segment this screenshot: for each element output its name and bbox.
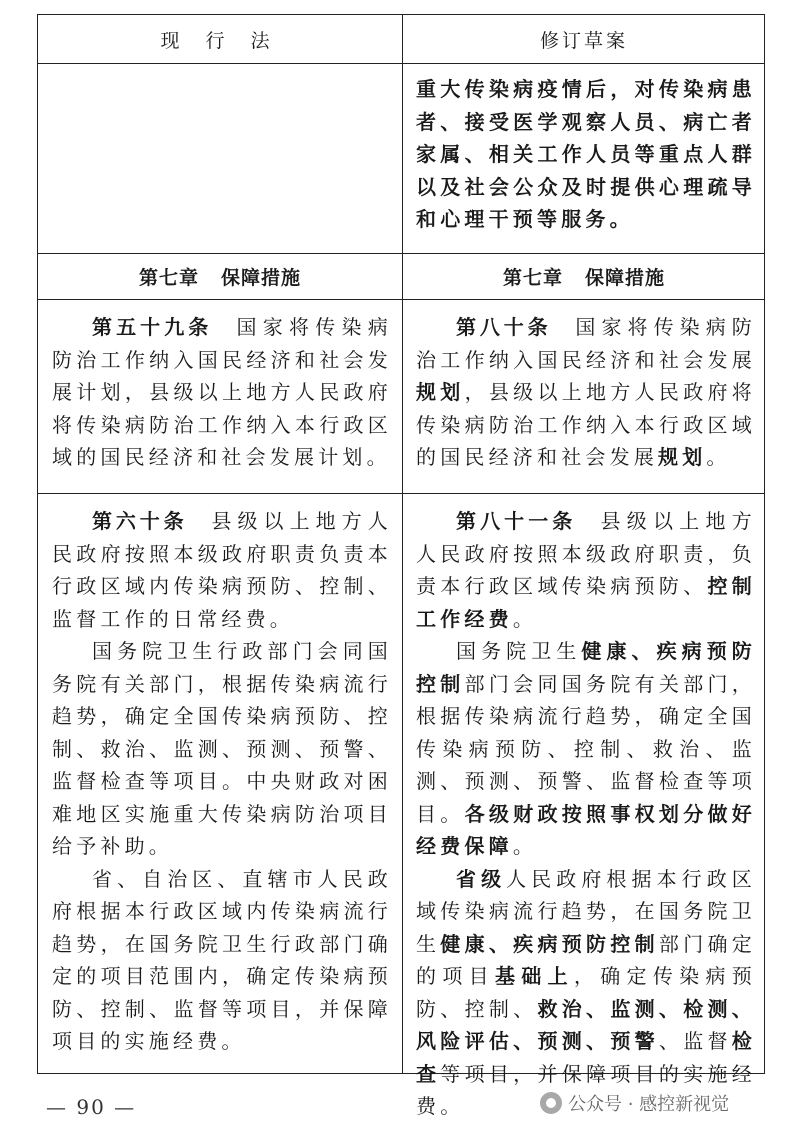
article-text: 。 xyxy=(706,445,731,469)
revised-text: 健康、疾病预防控制 xyxy=(440,931,659,956)
chapter-number: 第七章 xyxy=(138,266,199,289)
article-59 xyxy=(38,311,402,474)
article-text: 、监督 xyxy=(658,1029,732,1053)
header-draft: 修订草案 xyxy=(539,29,628,52)
page-number: — 90 — xyxy=(46,1095,137,1119)
revised-text: 救治、监测、检测、风险评估、预测、预警 xyxy=(416,996,756,1053)
article-text: 国务院卫生 xyxy=(456,639,582,663)
chapter-title: 保障措施 xyxy=(221,266,302,289)
revised-text: 基础上 xyxy=(494,964,574,988)
revised-text: 检查 xyxy=(416,1029,756,1086)
draft-continuation-text xyxy=(402,73,766,236)
revised-text: 控制工作经费 xyxy=(416,574,756,631)
article-text: 县级以上地方人民政府按照本级政府职责，负责本行政区域传染病预防、 xyxy=(416,509,757,598)
watermark-text: 公众号 · 感控新视觉 xyxy=(568,1094,730,1115)
article-label: 第五十九条 xyxy=(92,315,213,339)
revised-text: 规划 xyxy=(658,445,707,469)
watermark xyxy=(540,1090,729,1116)
article-text: 国家将传染病防治工作纳入国民经济和社会发展 xyxy=(416,315,757,372)
article-paragraph: 省、自治区、直辖市人民政府根据本行政区域内传染病流行趋势，在国务院卫生行政部门确定的项目范围内，确定传染病预防、控制、监督等项目，并保障项目的实施经费。 xyxy=(52,866,392,1053)
article-text: 。 xyxy=(512,834,538,858)
revised-text: 健康、疾病预防控制 xyxy=(416,639,757,696)
article-text: ，县级以上地方人民政府将传染病防治工作纳入本行政区域的国民经济和社会发展 xyxy=(416,380,756,469)
article-80 xyxy=(402,311,766,474)
article-text: 等项目，并保障项目的实施经费。 xyxy=(416,1061,756,1118)
revised-text: 各级财政按照事权划分做好经费保障 xyxy=(416,801,756,858)
row-divider xyxy=(38,63,764,64)
article-60 xyxy=(38,505,402,1058)
continuation-paragraph: 重大传染病疫情后，对传染病患者、接受医学观察人员、病亡者家属、相关工作人员等重点人群以及社会公众及时提供心理疏导和心理干预等服务。 xyxy=(416,77,756,231)
header-current-law: 现 行 法 xyxy=(160,29,280,52)
article-81 xyxy=(402,505,766,1123)
article-text: ，确定传染病预防、控制、 xyxy=(416,964,756,1021)
article-text: 县级以上地方人民政府按照本级政府职责负责本行政区域内传染病预防、控制、监督工作的日常经费。 xyxy=(52,509,393,631)
revised-text: 规划 xyxy=(416,380,465,404)
article-text: 国家将传染病防治工作纳入国民经济和社会发展计划，县级以上地方人民政府将传染病防治工作纳入本行政区域的国民经济和社会发展计划。 xyxy=(52,315,393,469)
chapter-number: 第七章 xyxy=(502,266,563,289)
chapter-heading-right xyxy=(402,253,766,299)
row-divider xyxy=(38,299,764,300)
wechat-icon xyxy=(540,1092,562,1114)
article-label: 第八十条 xyxy=(456,315,552,339)
article-text: 部门会同国务院有关部门，根据传染病流行趋势，确定全国传染病预防、控制、救治、监测、预测、预警、监督检查等项目。 xyxy=(416,671,756,826)
article-text: 人民政府根据本行政区域传染病流行趋势，在国务院卫生 xyxy=(416,866,757,956)
article-label: 第六十条 xyxy=(92,509,188,533)
article-text: 部门确定的项目 xyxy=(416,931,756,988)
chapter-heading-left xyxy=(38,253,402,299)
chapter-title: 保障措施 xyxy=(585,266,666,289)
article-paragraph: 国务院卫生行政部门会同国务院有关部门，根据传染病流行趋势，确定全国传染病预防、控制、救治、监测、预测、预警、监督检查等项目。中央财政对困难地区实施重大传染病防治项目给予补助。 xyxy=(52,639,392,858)
article-text: 。 xyxy=(512,606,538,631)
revised-text: 省级 xyxy=(456,866,507,891)
row-divider xyxy=(38,493,764,494)
article-label: 第八十一条 xyxy=(456,509,577,533)
